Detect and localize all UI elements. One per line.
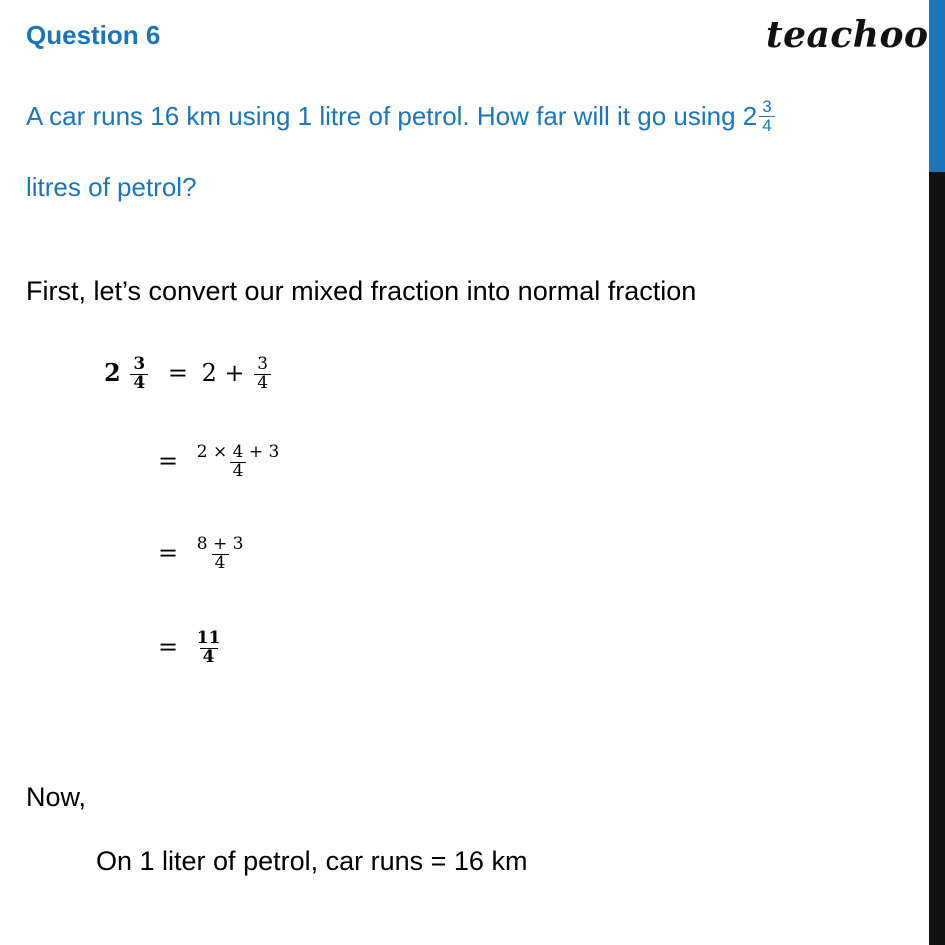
- mixed-whole: 2: [104, 357, 121, 387]
- teachoo-logo: teachoo: [766, 14, 929, 56]
- solution-intro: First, let’s convert our mixed fraction into normal fraction: [26, 276, 697, 306]
- mixed-fraction: [130, 356, 148, 393]
- fraction: [194, 536, 247, 573]
- fraction-numerator: 8 + 3: [196, 534, 244, 554]
- question-fraction: [759, 98, 774, 135]
- math-step-2: [158, 444, 284, 481]
- rhs-whole: 2: [201, 358, 217, 387]
- result-fraction: [194, 630, 224, 667]
- rhs-fraction: [254, 356, 271, 393]
- question-text-before: A car runs 16 km using 1 litre of petrol. How far will it go using 2: [26, 101, 758, 132]
- result-fraction-numerator: 11: [196, 628, 221, 648]
- fraction: [194, 444, 283, 481]
- math-step-3: [158, 536, 248, 573]
- fraction-denominator: 4: [230, 462, 247, 481]
- question-title: Question 6: [26, 20, 161, 50]
- scrollbar-thumb[interactable]: [929, 0, 945, 172]
- result-fraction-denominator: 4: [200, 648, 218, 667]
- equals-sign: =: [158, 446, 179, 475]
- now-label: Now,: [26, 782, 87, 812]
- question-fraction-numerator: 3: [762, 97, 772, 116]
- mixed-fraction-numerator: 3: [133, 354, 146, 374]
- rhs-fraction-numerator: 3: [257, 354, 269, 374]
- fraction-denominator: 4: [212, 554, 229, 573]
- fraction-numerator: 2 × 4 + 3: [196, 442, 280, 462]
- math-step-4: [158, 630, 225, 667]
- question-text-after: litres of petrol?: [26, 172, 197, 202]
- fact-statement: On 1 liter of petrol, car runs = 16 km: [96, 846, 528, 876]
- equals-sign: =: [158, 538, 179, 567]
- rhs-fraction-denominator: 4: [254, 374, 271, 393]
- plus-sign: +: [224, 358, 245, 387]
- question-fraction-denominator: 4: [759, 116, 774, 135]
- mixed-fraction-denominator: 4: [130, 374, 148, 393]
- math-step-1: [104, 356, 273, 393]
- equals-sign: =: [167, 358, 188, 387]
- question-text: [26, 97, 777, 137]
- equals-sign: =: [158, 632, 179, 661]
